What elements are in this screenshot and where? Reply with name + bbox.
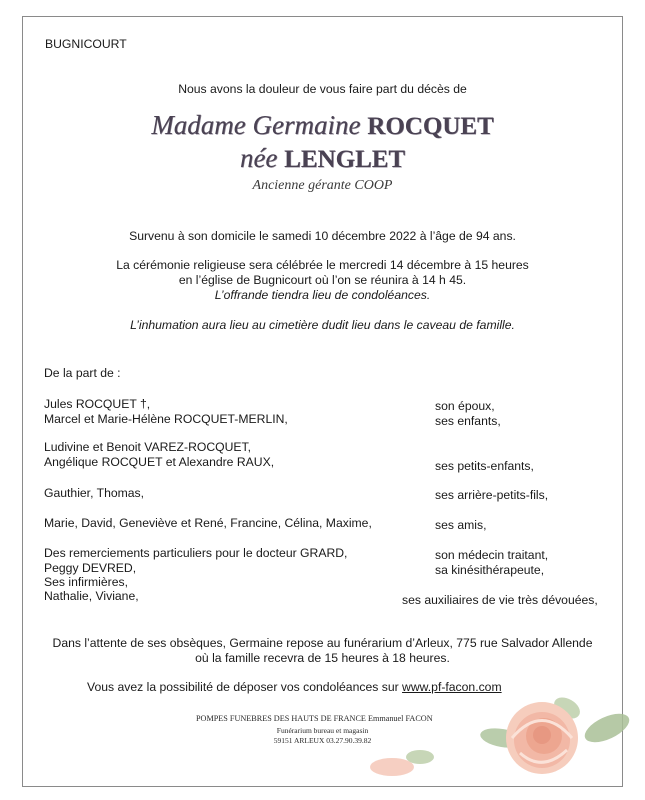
intro-text: Nous avons la douleur de vous faire part du décès de — [178, 82, 467, 96]
family-name-entry: Gauthier, Thomas, — [44, 486, 145, 500]
condolences-link[interactable]: www.pf-facon.com — [402, 680, 502, 694]
town-name: BUGNICOURT — [45, 37, 127, 51]
family-relation: ses arrière-petits-fils, — [435, 488, 549, 502]
death-notice: Survenu à son domicile le samedi 10 décembre 2022 à l’âge de 94 ans. — [129, 229, 516, 243]
footer-sub: Funérarium bureau et magasin — [276, 726, 369, 735]
family-relation: ses petits-enfants, — [435, 459, 534, 473]
family-heading: De la part de : — [44, 366, 121, 380]
ceremony-line1: La cérémonie religieuse sera célébrée le mercredi 14 décembre à 15 heures — [116, 258, 529, 272]
family-name-entry: Marcel et Marie-Hélène ROCQUET-MERLIN, — [44, 412, 288, 426]
condolences-label: Vous avez la possibilité de déposer vos condoléances sur — [87, 680, 403, 694]
family-name-entry: Ludivine et Benoit VAREZ-ROCQUET, — [44, 440, 252, 454]
family-relation: sa kinésithérapeute, — [435, 563, 545, 577]
funerarium-line1: Dans l’attente de ses obsèques, Germaine repose au funérarium d’Arleux, 775 rue Salvador Allende — [52, 636, 593, 650]
ceremony-line2: en l’église de Bugnicourt où l’on se réunira à 14 h 45. — [178, 273, 467, 287]
family-relation: ses amis, — [435, 518, 487, 532]
family-relation: ses auxiliaires de vie très dévouées, — [402, 593, 598, 607]
family-relation: son époux, — [435, 399, 495, 413]
family-name-entry: Marie, David, Geneviève et René, Francine, Célina, Maxime, — [44, 516, 372, 530]
burial-note: L’inhumation aura lieu au cimetière dudit lieu dans le caveau de famille. — [130, 318, 515, 332]
rose-decoration — [472, 688, 632, 788]
family-name-entry: Des remerciements particuliers pour le docteur GRARD, — [44, 546, 348, 560]
given-name: Madame Germaine — [151, 110, 368, 140]
funerarium-line2: où la famille recevra de 15 heures à 18 heures. — [195, 651, 450, 665]
offering-note: L’offrande tiendra lieu de condoléances. — [214, 288, 431, 302]
condolences-text — [87, 680, 502, 694]
deceased-role: Ancienne gérante COOP — [252, 178, 393, 193]
petal-decoration — [362, 745, 442, 781]
deceased-name-line1 — [0, 110, 645, 141]
deceased-name-line2 — [0, 143, 645, 174]
family-relation: son médecin traitant, — [435, 548, 549, 562]
family-name-entry: Jules ROCQUET †, — [44, 397, 151, 411]
family-name-entry: Nathalie, Viviane, — [44, 589, 139, 603]
family-name: ROCQUET — [367, 113, 494, 140]
maiden-name: LENGLET — [284, 146, 406, 173]
nee-label: née — [239, 143, 285, 173]
footer-address: 59151 ARLEUX 03.27.90.39.82 — [273, 736, 372, 745]
footer-company: POMPES FUNEBRES DES HAUTS DE FRANCE Emmanuel FACON — [196, 714, 433, 723]
family-relation: ses enfants, — [435, 414, 501, 428]
family-name-entry: Ses infirmières, — [44, 575, 128, 589]
family-name-entry: Peggy DEVRED, — [44, 561, 137, 575]
family-name-entry: Angélique ROCQUET et Alexandre RAUX, — [44, 455, 275, 469]
